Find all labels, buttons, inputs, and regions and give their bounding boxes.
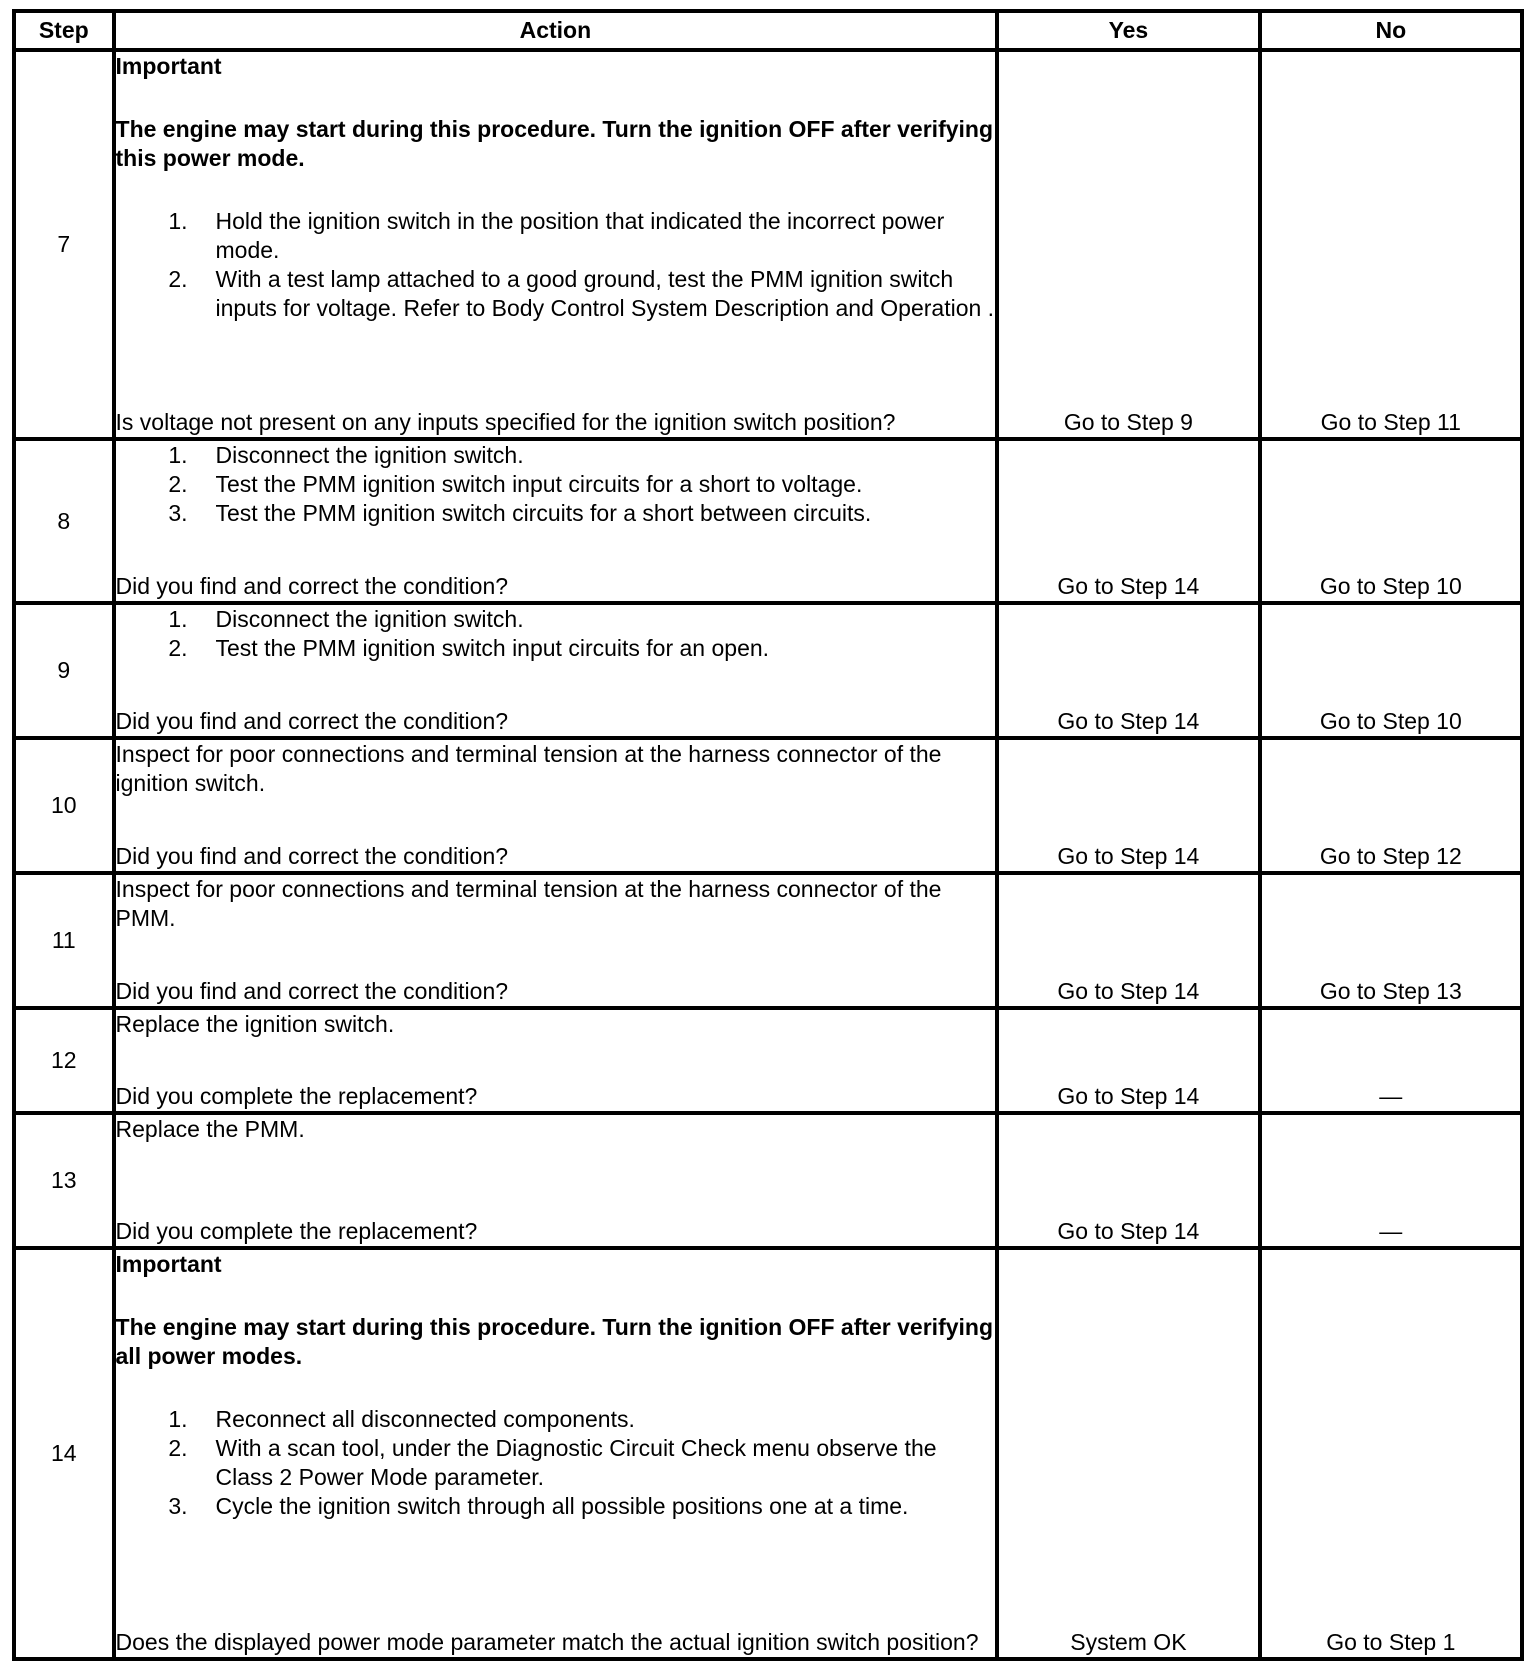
list-number: 1. [168,208,188,234]
procedure-list [116,441,996,528]
yes-result: Go to Step 14 [997,738,1259,873]
table-row-step-7 [14,50,1522,439]
list-number: 3. [168,500,188,527]
no-result: Go to Step 11 [1260,50,1522,439]
action-text: Inspect for poor connections and terminal tension at the harness connector of the ignition switch. [115,740,942,796]
yes-result: Go to Step 9 [997,50,1259,439]
header-action: Action [114,11,998,50]
list-item [116,1434,996,1492]
yes-result: Go to Step 14 [997,873,1259,1008]
step-number: 11 [14,873,114,1008]
list-number: 1. [168,1405,188,1432]
no-result: — [1260,1008,1522,1113]
no-result: Go to Step 1 [1260,1248,1522,1659]
important-title: Important [115,1250,222,1277]
list-item [116,470,996,499]
list-item [116,207,996,265]
list-text: Disconnect the ignition switch. [215,606,524,633]
list-number: 1. [168,442,188,469]
yes-result: Go to Step 14 [997,603,1259,738]
important-title: Important [115,53,222,79]
table-row-step-11 [14,873,1522,1008]
table-row-step-14 [14,1248,1522,1659]
list-number: 2. [168,471,188,498]
list-item [116,441,996,470]
step-number: 7 [14,50,114,439]
procedure-list [116,1405,996,1521]
no-result: Go to Step 12 [1260,738,1522,873]
list-text: With a scan tool, under the Diagnostic Circuit Check menu observe the Class 2 Power Mode parameter. [215,1434,937,1490]
action-text: Replace the ignition switch. [115,1010,395,1037]
step-number: 8 [14,439,114,603]
step-number: 9 [14,603,114,738]
header-no: No [1260,11,1522,50]
action-cell [114,50,998,439]
list-item [116,1405,996,1434]
step-number: 12 [14,1008,114,1113]
list-text: Test the PMM ignition switch circuits for a short between circuits. [215,500,872,527]
action-text: Inspect for poor connections and terminal tension at the harness connector of the PMM. [115,875,942,931]
no-result: Go to Step 10 [1260,439,1522,603]
question-text: Did you complete the replacement? [115,1217,478,1244]
list-number: 3. [168,1492,188,1519]
step-number: 13 [14,1113,114,1248]
list-text: Reconnect all disconnected components. [215,1405,635,1432]
list-item [116,1492,996,1521]
table-row-step-8 [14,439,1522,603]
list-number: 1. [168,606,188,633]
action-cell [114,873,998,1008]
question-text: Did you find and correct the condition? [115,707,509,734]
question-text: Did you complete the replacement? [115,1083,478,1110]
no-result: — [1260,1113,1522,1248]
table-row-step-9 [14,603,1522,738]
yes-result: Go to Step 14 [997,1008,1259,1113]
action-cell [114,603,998,738]
list-item [116,499,996,528]
list-text: Test the PMM ignition switch input circuits for an open. [215,635,770,662]
question-text: Did you find and correct the condition? [115,977,509,1004]
step-number: 10 [14,738,114,873]
list-text: Hold the ignition switch in the position that indicated the incorrect power mode. [215,208,945,263]
list-text: Disconnect the ignition switch. [215,442,524,469]
list-number: 2. [168,635,188,662]
question-text: Did you find and correct the condition? [115,573,509,600]
list-item [116,605,996,634]
list-number: 2. [168,1434,188,1461]
list-number: 2. [168,266,188,292]
diagnostic-table [12,9,1524,1661]
table-row-step-13 [14,1113,1522,1248]
list-text: With a test lamp attached to a good ground, test the PMM ignition switch inputs for voltage. Refer to Body Control System Description and Operation . [215,266,995,321]
question-text: Did you find and correct the condition? [115,842,509,869]
action-cell [114,738,998,873]
no-result: Go to Step 13 [1260,873,1522,1008]
yes-result: System OK [997,1248,1259,1659]
procedure-list [116,605,996,663]
list-item [116,634,996,663]
list-item [116,265,996,323]
action-cell [114,1248,998,1659]
header-step: Step [14,11,114,50]
no-result: Go to Step 10 [1260,603,1522,738]
action-cell [114,1113,998,1248]
action-cell [114,439,998,603]
question-text: Is voltage not present on any inputs specified for the ignition switch position? [115,409,896,436]
list-text: Test the PMM ignition switch input circuits for a short to voltage. [215,471,863,498]
procedure-list [116,207,996,323]
action-text: Replace the PMM. [115,1116,305,1143]
question-text: Does the displayed power mode parameter match the actual ignition switch position? [115,1629,979,1655]
table-row-step-10 [14,738,1522,873]
important-text: The engine may start during this procedure. Turn the ignition OFF after verifying all power modes. [115,1313,994,1369]
header-yes: Yes [997,11,1259,50]
step-number: 14 [14,1248,114,1659]
header-row [14,11,1522,50]
yes-result: Go to Step 14 [997,439,1259,603]
important-text: The engine may start during this procedure. Turn the ignition OFF after verifying this power mode. [115,116,994,171]
table-row-step-12 [14,1008,1522,1113]
action-cell [114,1008,998,1113]
list-text: Cycle the ignition switch through all possible positions one at a time. [215,1492,909,1519]
yes-result: Go to Step 14 [997,1113,1259,1248]
